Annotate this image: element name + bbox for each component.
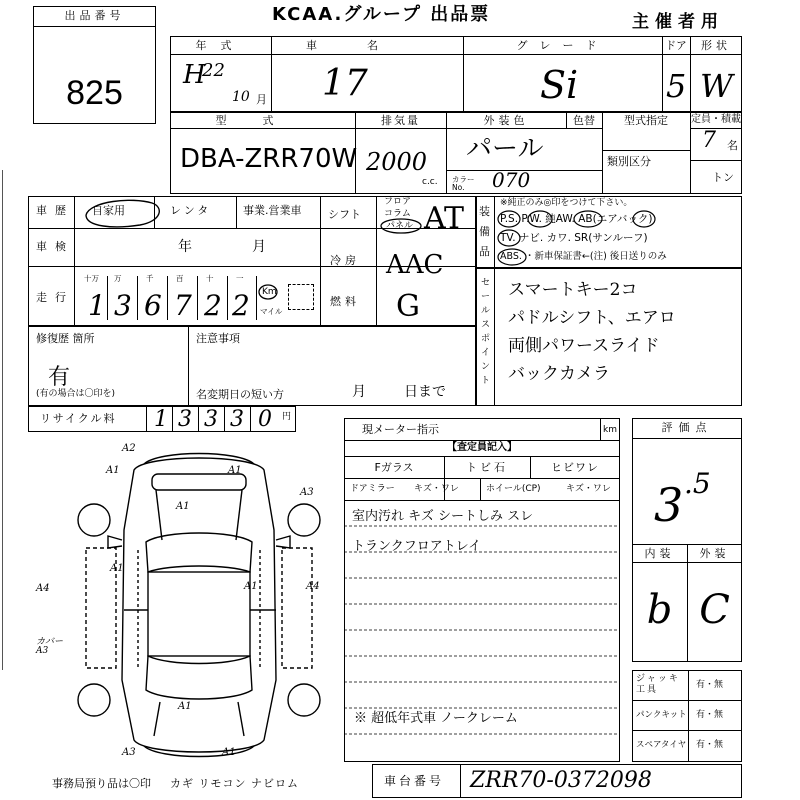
front-glass-label: Fガラス (374, 461, 414, 474)
shift-label: シフト (328, 208, 361, 221)
form-title: KCAA.グループ 出品票 (272, 4, 491, 25)
shape-value: W (700, 67, 733, 105)
damage-mark-right-front: A1 (228, 465, 242, 476)
mileage-place-1: 一 (236, 274, 244, 283)
front-glass-crack: ヒビワレ (551, 461, 599, 474)
color-no-label: カラーNo. (452, 175, 475, 192)
fuel-label: 燃料 (330, 295, 360, 308)
recycle-digit-2: 3 (178, 407, 192, 432)
repair-value: 有 (48, 365, 71, 390)
damage-mark-rear-right: A1 (222, 747, 236, 758)
sales-point-line-3: 両側パワースライド (508, 336, 660, 356)
damage-mark-right-fender: A3 (300, 487, 314, 498)
equipment-line1: P.S. P.W. 純AW. AB(エアバック) (500, 213, 653, 225)
capacity-unit: 名 (727, 139, 738, 152)
displacement-label: 排気量 (381, 114, 420, 127)
color-change-label: 色替 (573, 114, 595, 127)
recycle-label: リサイクル料 (40, 412, 117, 425)
equipment-label: 装備品 (479, 205, 490, 258)
year-number: 22 (202, 60, 225, 81)
inspector-remark-2: トランクフロアトレイ (352, 539, 482, 554)
mileage-place-10: 十 (206, 274, 214, 283)
exterior-label: 外装 (699, 547, 730, 560)
car-name: 17 (322, 63, 368, 104)
equipment-circles (496, 204, 736, 274)
recycle-digit-1: 1 (154, 407, 168, 432)
expiry-day: 日まで (404, 384, 446, 400)
sales-point-line-1: スマートキー2コ (508, 280, 638, 300)
expiry-month: 月 (352, 384, 366, 400)
shape-label: 形状 (701, 39, 731, 52)
ton-unit: トン (712, 171, 734, 184)
lot-number-label: 出品番号 (64, 9, 125, 22)
score-label: 評価点 (661, 421, 713, 434)
damage-mark-hood: A1 (176, 501, 190, 512)
lot-number: 825 (66, 74, 123, 112)
mileage-place-10k: 万 (114, 274, 122, 283)
mileage-mile-unit: マイル (260, 307, 283, 316)
mileage-digit-1: 1 (88, 289, 106, 322)
mileage-digit-3: 6 (144, 289, 162, 322)
model-label: 型式 (215, 114, 310, 127)
equipment-line3: ABS. ・新車保証書←(注) 後日送りのみ (500, 251, 667, 262)
recycle-unit: 円 (282, 412, 292, 422)
mileage-km-unit: Km (262, 287, 277, 297)
history-option-private: 自家用 (92, 204, 125, 217)
door-mirror-value: キズ・ワレ (414, 484, 459, 494)
chassis-label: 車台番号 (384, 774, 445, 788)
mileage-digit-2: 3 (114, 289, 132, 322)
exterior-grade: C (699, 587, 730, 633)
notes-label: 注意事項 (196, 332, 240, 345)
office-note: 事務局預り品は〇印 (52, 777, 151, 790)
capacity-label: 定員・積載 (691, 114, 741, 125)
shift-option-floor: フロア (384, 197, 412, 207)
score-value: 3 (654, 478, 684, 532)
equipment-line2: TV. ナビ. カワ. SR(サンルーフ) (500, 232, 648, 244)
ac-label: 冷房 (330, 254, 360, 267)
mileage-place-1k: 千 (146, 274, 154, 283)
shift-option-column: コラム (384, 209, 411, 219)
sales-point-label: セールスポイント (481, 278, 491, 386)
recycle-digit-5: 0 (258, 407, 272, 432)
capacity-value: 7 (702, 128, 716, 153)
inspection-month-unit: 月 (252, 239, 266, 255)
fuel-value: G (396, 289, 420, 324)
ac-value: AAC (386, 250, 444, 280)
recycle-digit-3: 3 (204, 407, 218, 432)
sales-point-line-4: バックカメラ (508, 364, 610, 384)
door-mirror-label: ドアミラー (350, 484, 395, 494)
year-era: H (183, 60, 206, 90)
shift-value: AT (424, 201, 465, 236)
exterior-color-value: パール (466, 134, 544, 164)
mileage-check-box (288, 284, 314, 310)
chassis-number: ZRR70-0372098 (470, 768, 652, 793)
damage-mark-left-rocker: A1 (110, 563, 124, 574)
copy-label: 主催者用 (632, 12, 724, 32)
mileage-digit-6: 2 (232, 289, 250, 322)
doors-label: ドア (665, 39, 687, 52)
spare-tire-yesno: 有・無 (696, 740, 724, 750)
damage-mark-right-rocker: A1 (244, 581, 258, 592)
shift-panel-circle (378, 217, 424, 235)
jack-tool-label: ジャッキ工具 (636, 674, 680, 695)
category-label: 類別区分 (607, 155, 651, 168)
cc-unit: c.c. (422, 177, 438, 187)
puncture-kit-label: パンクキット (636, 710, 687, 720)
damage-mark-cover: カバー A3 (36, 637, 64, 656)
year-label: 年式 (195, 39, 246, 52)
damage-mark-front-bumper: A2 (122, 443, 136, 454)
inspector-section-title: 【査定員記入】 (447, 442, 517, 453)
car-diagram (64, 440, 334, 770)
month-value: 10 (232, 89, 250, 105)
model-value: DBA-ZRR70W (180, 144, 358, 174)
score-decimal: .5 (684, 467, 711, 500)
inspector-remark-1: 室内汚れ キズ シートしみ スレ (352, 509, 534, 524)
history-label: 車歴 (36, 204, 74, 217)
inspection-year-unit: 年 (178, 239, 192, 255)
recycle-digit-4: 3 (230, 407, 244, 432)
inspection-label: 車検 (36, 240, 74, 253)
front-glass-chip: トビ石 (466, 461, 508, 474)
puncture-kit-yesno: 有・無 (696, 710, 724, 720)
car-name-label: 車名 (306, 39, 428, 52)
interior-grade: b (646, 587, 673, 633)
shift-option-panel: パネル (386, 221, 414, 231)
expiry-label: 名変期日の短い方 (196, 388, 284, 401)
mileage-km-circle (257, 283, 279, 301)
meter-label: 現メーター指示 (362, 423, 439, 436)
mileage-digit-5: 2 (204, 289, 222, 322)
sales-point-line-2: パドルシフト、エアロ (508, 308, 676, 328)
office-items: カギ リモコン ナビロム (170, 777, 299, 790)
history-option-rental: レンタ (170, 204, 212, 217)
exterior-color-label: 外装色 (483, 114, 529, 127)
repair-note: (有の場合は〇印を) (36, 389, 116, 399)
equipment-note: ※純正のみ◎印をつけて下さい。 (500, 198, 633, 208)
history-private-circle (80, 195, 170, 229)
doors-value: 5 (666, 67, 687, 105)
mileage-label: 走行 (36, 291, 74, 304)
wheel-value: キズ・ワレ (566, 484, 611, 494)
repair-label: 修復歴 箇所 (36, 332, 95, 345)
mileage-place-100k: 十万 (84, 274, 99, 283)
spare-tire-label: スペアタイヤ (636, 740, 687, 750)
wheel-label: ホイール(CP) (486, 484, 541, 494)
damage-mark-trunk: A1 (178, 701, 192, 712)
damage-mark-left-side: A4 (36, 583, 50, 594)
meter-unit: km (603, 425, 617, 435)
jack-tool-yesno: 有・無 (696, 680, 724, 690)
history-option-business: 事業.営業車 (243, 204, 302, 217)
interior-label: 内装 (644, 547, 675, 560)
model-designation-label: 型式指定 (624, 114, 668, 127)
displacement-value: 2000 (366, 148, 428, 176)
color-no-value: 070 (492, 168, 531, 192)
grade-value: Si (540, 63, 579, 107)
mileage-place-100: 百 (176, 274, 184, 283)
damage-mark-left-front: A1 (106, 465, 120, 476)
damage-mark-right-side: A4 (306, 581, 320, 592)
grade-label: グレード (516, 39, 609, 52)
damage-mark-rear-left: A3 (122, 747, 136, 758)
mileage-digit-4: 7 (174, 289, 192, 322)
inspector-bottom-note: ※ 超低年式車 ノークレーム (354, 711, 518, 726)
month-unit: 月 (256, 93, 267, 106)
